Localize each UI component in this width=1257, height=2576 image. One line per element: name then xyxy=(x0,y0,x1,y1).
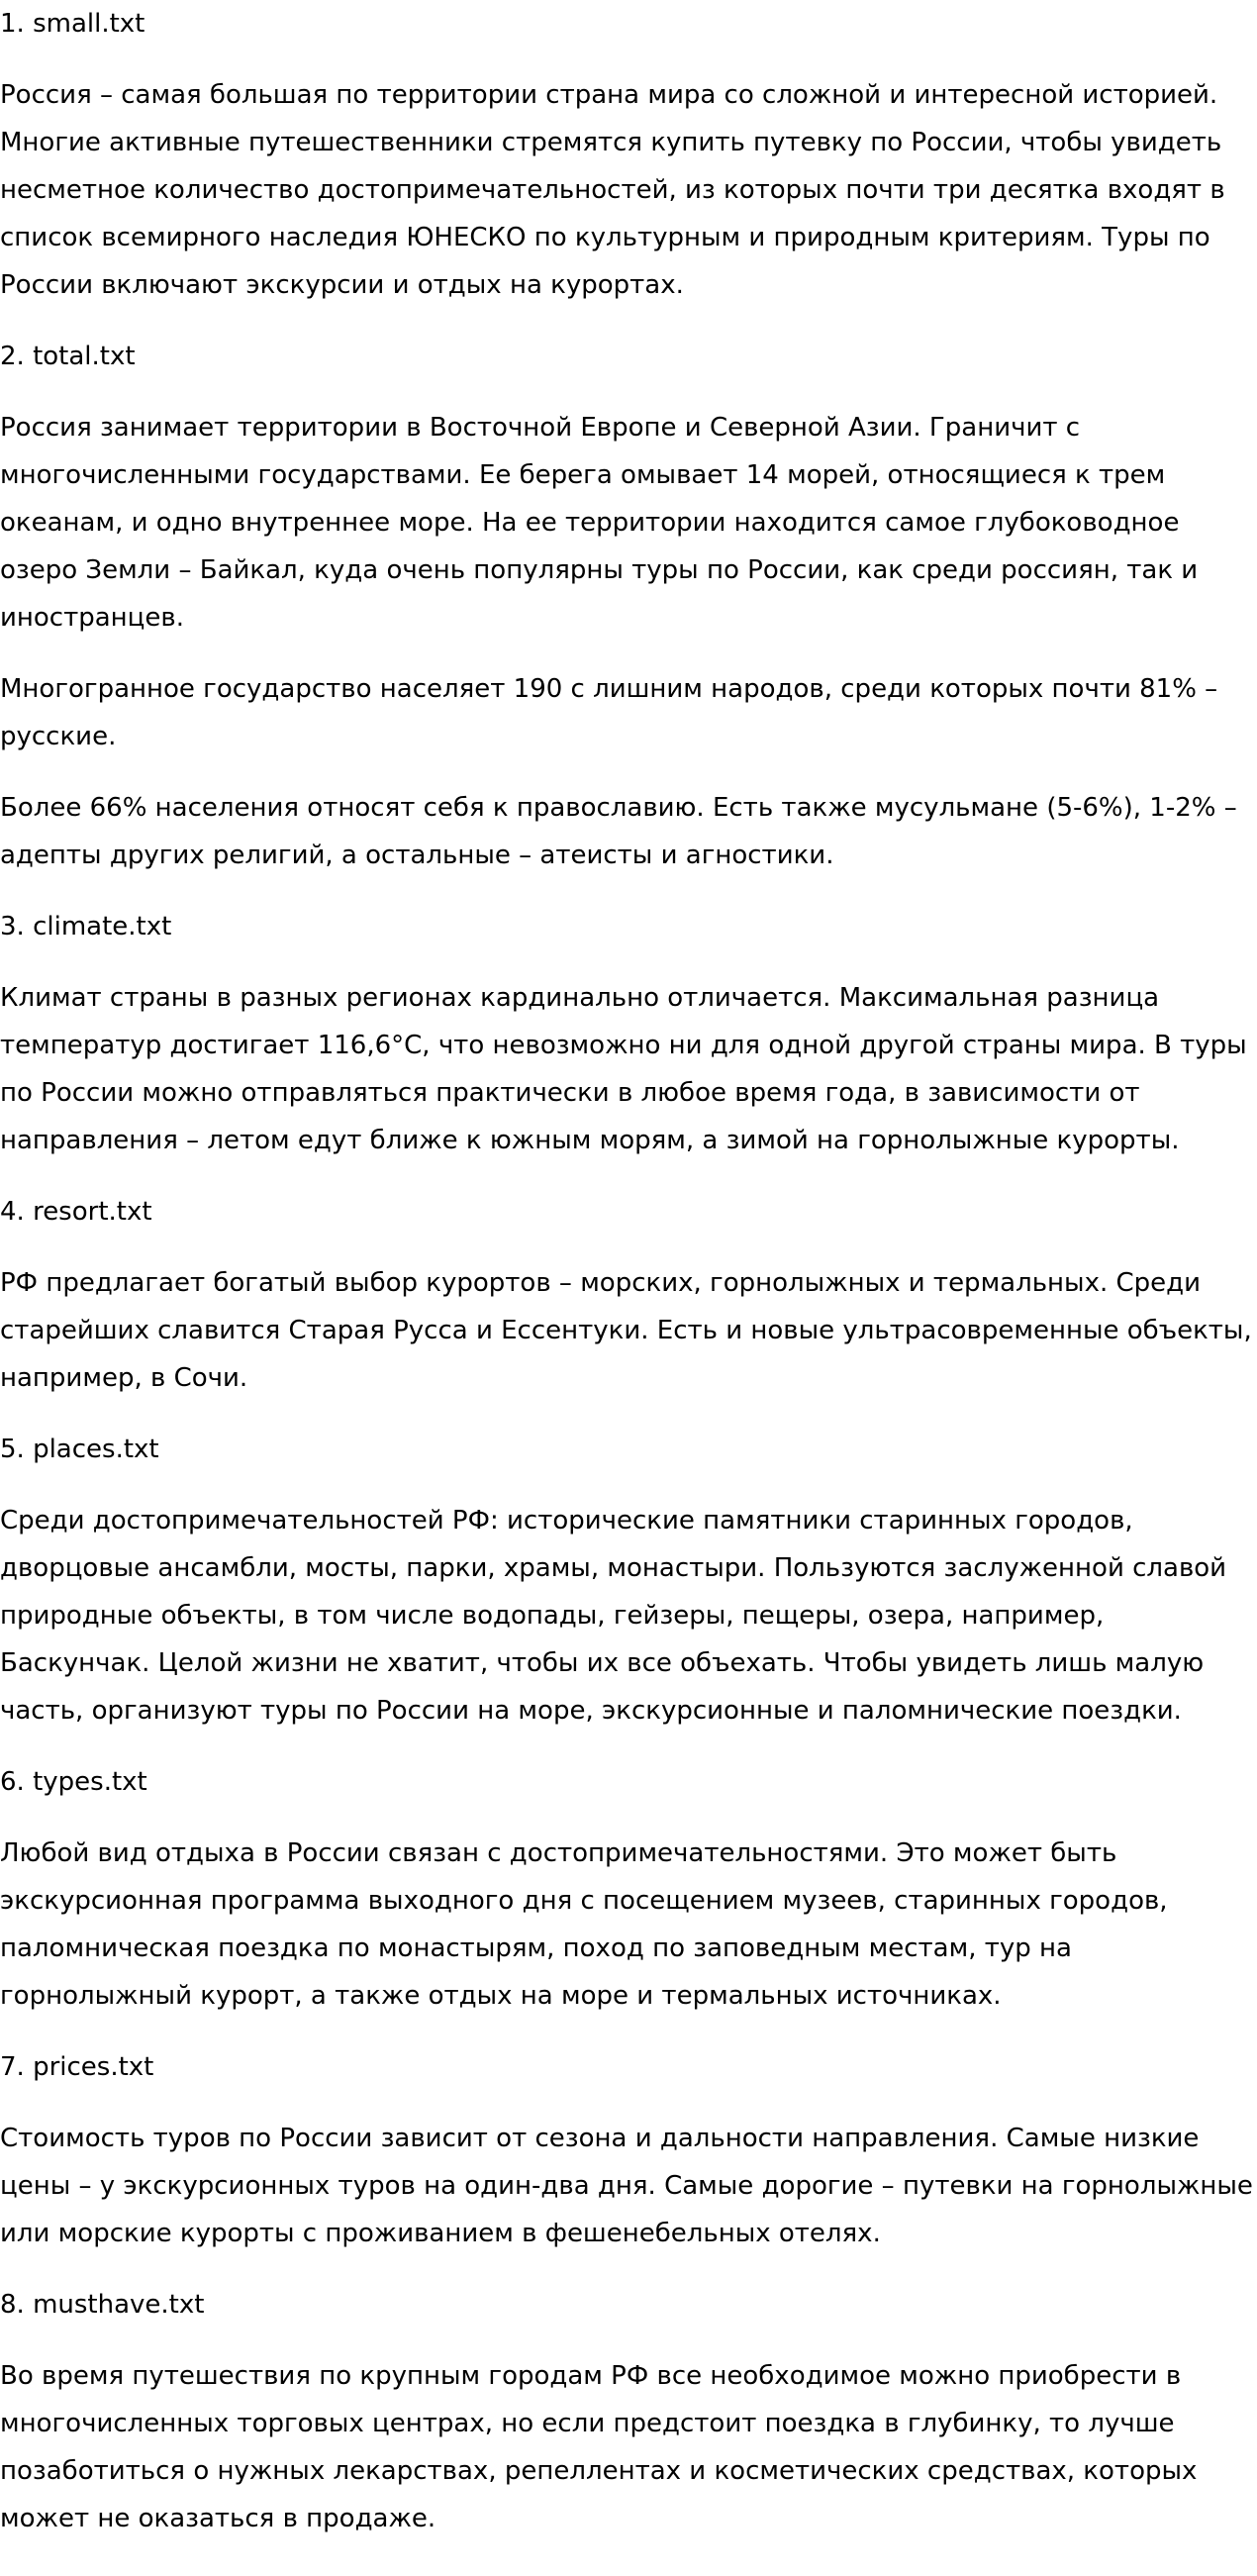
paragraph xyxy=(0,1259,1257,1402)
section xyxy=(0,0,1257,309)
paragraph-line: природные объекты, в том числе водопады, гейзеры, пещеры, озера, например, xyxy=(0,1601,1105,1631)
section xyxy=(0,2281,1257,2542)
paragraph-line: температур достигает 116,6°C, что невозможно ни для одной другой страны мира. В туры xyxy=(0,1031,1247,1060)
paragraph-line: Любой вид отдыха в России связан с достопримечательностями. Это может быть xyxy=(0,1838,1117,1868)
paragraph-line: многочисленными государствами. Ее берега омывает 14 морей, относящиеся к трем xyxy=(0,460,1166,490)
paragraph-line: адепты других религий, а остальные – атеисты и агностики. xyxy=(0,841,834,870)
section xyxy=(0,1426,1257,1734)
section xyxy=(0,903,1257,1164)
paragraph-line: часть, организуют туры по России на море, экскурсионные и паломнические поездки. xyxy=(0,1696,1182,1726)
paragraph-line: РФ предлагает богатый выбор курортов – морских, горнолыжных и термальных. Среди xyxy=(0,1268,1202,1298)
paragraph-line: Среди достопримечательностей РФ: исторические памятники старинных городов, xyxy=(0,1506,1133,1536)
paragraph-line: России включают экскурсии и отдых на курортах. xyxy=(0,270,684,300)
paragraph-line: по России можно отправляться практически в любое время года, в зависимости от xyxy=(0,1078,1140,1108)
paragraph-line: несметное количество достопримечательностей, из которых почти три десятка входят в xyxy=(0,175,1225,205)
paragraph-line: экскурсионная программа выходного дня с посещением музеев, старинных городов, xyxy=(0,1886,1168,1916)
section xyxy=(0,1758,1257,2020)
paragraph xyxy=(0,71,1257,309)
paragraph-line: иностранцев. xyxy=(0,603,184,633)
section-title: 8. musthave.txt xyxy=(0,2290,205,2320)
paragraph-line: Многогранное государство населяет 190 с лишним народов, среди которых почти 81% – xyxy=(0,674,1218,704)
paragraph-line: озеро Земли – Байкал, куда очень популярны туры по России, как среди россиян, так и xyxy=(0,555,1199,585)
paragraph xyxy=(0,974,1257,1164)
section-title: 7. prices.txt xyxy=(0,2052,154,2082)
paragraph-line: направления – летом едут ближе к южным морям, а зимой на горнолыжные курорты. xyxy=(0,1126,1180,1155)
paragraph-line: старейших славится Старая Русса и Ессентуки. Есть и новые ультрасовременные объекты, xyxy=(0,1316,1252,1345)
section-title: 6. types.txt xyxy=(0,1767,147,1797)
paragraph xyxy=(0,404,1257,642)
paragraph-line: или морские курорты с проживанием в фешенебельных отелях. xyxy=(0,2219,881,2248)
paragraph-line: дворцовые ансамбли, мосты, парки, храмы, монастыри. Пользуются заслуженной славой xyxy=(0,1553,1227,1583)
paragraph xyxy=(0,2115,1257,2257)
section xyxy=(0,2043,1257,2257)
paragraph-line: океанам, и одно внутреннее море. На ее территории находится самое глубоководное xyxy=(0,508,1180,538)
paragraph xyxy=(0,1497,1257,1734)
paragraph-line: Многие активные путешественники стремятся купить путевку по России, чтобы увидеть xyxy=(0,128,1222,157)
paragraph-line: русские. xyxy=(0,722,117,751)
section-title: 5. places.txt xyxy=(0,1435,159,1464)
paragraph-line: Россия – самая большая по территории страна мира со сложной и интересной историей. xyxy=(0,80,1218,110)
paragraph-line: Баскунчак. Целой жизни не хватит, чтобы их все объехать. Чтобы увидеть лишь малую xyxy=(0,1648,1205,1678)
paragraph xyxy=(0,1830,1257,2020)
section-title: 4. resort.txt xyxy=(0,1197,152,1227)
paragraph-line: Во время путешествия по крупным городам РФ все необходимое можно приобрести в xyxy=(0,2361,1182,2391)
paragraph-line: Климат страны в разных регионах кардинально отличается. Максимальная разница xyxy=(0,983,1160,1013)
paragraph-line: паломническая поездка по монастырям, поход по заповедным местам, тур на xyxy=(0,1933,1072,1963)
section-title: 3. climate.txt xyxy=(0,912,172,941)
paragraph xyxy=(0,784,1257,879)
paragraph xyxy=(0,2352,1257,2542)
paragraph-line: Россия занимает территории в Восточной Европе и Северной Азии. Граничит с xyxy=(0,413,1081,443)
section-title: 2. total.txt xyxy=(0,342,136,371)
paragraph-line: цены – у экскурсионных туров на один-два дня. Самые дорогие – путевки на горнолыжные xyxy=(0,2171,1253,2201)
section-title: 1. small.txt xyxy=(0,9,145,39)
paragraph-line: например, в Сочи. xyxy=(0,1363,248,1393)
section xyxy=(0,333,1257,879)
paragraph-line: позаботиться о нужных лекарствах, репеллентах и косметических средствах, которых xyxy=(0,2456,1198,2486)
paragraph xyxy=(0,665,1257,760)
paragraph-line: многочисленных торговых центрах, но если предстоит поездка в глубинку, то лучше xyxy=(0,2409,1175,2438)
paragraph-line: Более 66% населения относят себя к православию. Есть также мусульмане (5-6%), 1-2% – xyxy=(0,793,1237,823)
paragraph-line: Стоимость туров по России зависит от сезона и дальности направления. Самые низкие xyxy=(0,2124,1200,2153)
paragraph-line: может не оказаться в продаже. xyxy=(0,2504,436,2533)
paragraph-line: список всемирного наследия ЮНЕСКО по культурным и природным критериям. Туры по xyxy=(0,223,1210,252)
paragraph-line: горнолыжный курорт, а также отдых на море и термальных источниках. xyxy=(0,1981,1002,2011)
section xyxy=(0,1188,1257,1402)
